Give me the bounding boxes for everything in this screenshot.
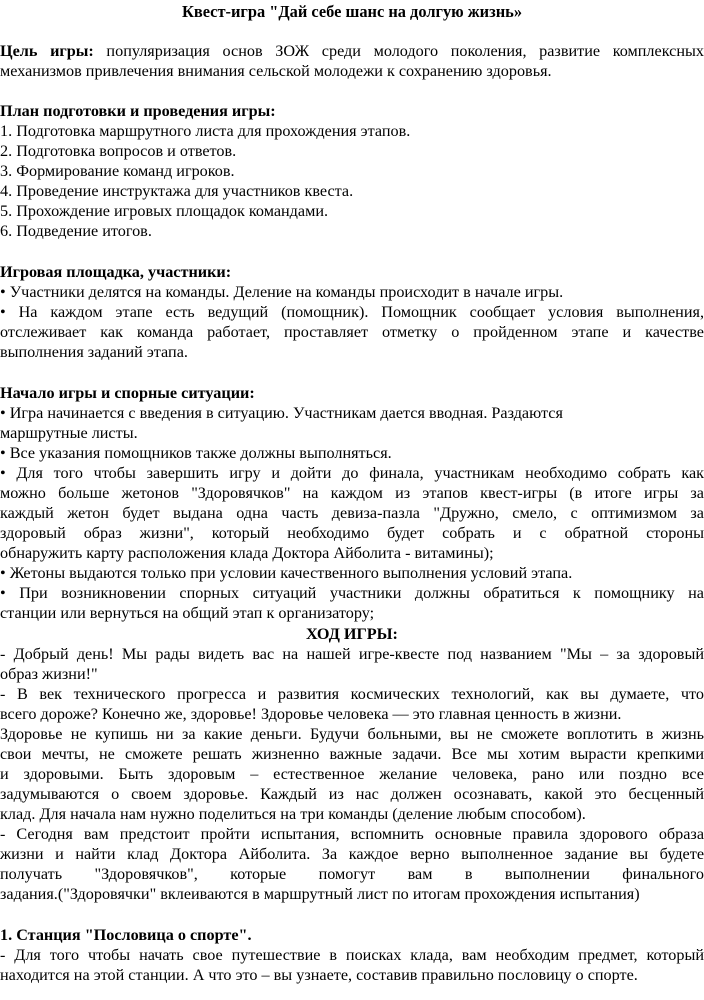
goal-label: Цель игры: xyxy=(0,42,94,60)
start-line: станции или вернуться на общий этап к организатору; xyxy=(0,604,375,622)
progress-line: и здоровыми. Быть здоровым – естественное желание человека, рано или поздно все xyxy=(0,765,704,783)
venue-line: • На каждом этапе есть ведущий (помощник). Помощник сообщает условия выполнения, xyxy=(0,303,704,321)
progress-line: - Добрый день! Мы рады видеть вас на нашей игре-квесте под названием "Мы – за здоровый xyxy=(0,645,704,663)
plan-item: 2. Подготовка вопросов и ответов. xyxy=(0,142,237,160)
progress-line: клад. Для начала нам нужно поделиться на три команды (деление любым способом). xyxy=(0,805,586,823)
venue-heading: Игровая площадка, участники: xyxy=(0,263,232,281)
venue-line: • Участники делятся на команды. Деление на команды происходит в начале игры. xyxy=(0,283,564,301)
progress-line: - Сегодня вам предстоит пройти испытания, вспомнить основные правила здорового образа xyxy=(0,825,704,843)
venue-line: выполнения заданий этапа. xyxy=(0,343,188,361)
station1-line: - Для того чтобы начать свое путешествие в поисках клада, вам необходим предмет, который xyxy=(0,946,704,964)
progress-line: задумываются о своем здоровье. Каждый из нас должен осознавать, какой это бесценный xyxy=(0,785,704,803)
plan-item: 6. Подведение итогов. xyxy=(0,222,152,240)
start-line: • Для того чтобы завершить игру и дойти до финала, участникам необходимо собрать как xyxy=(0,464,704,482)
progress-line: всего дороже? Конечно же, здоровье! Здоровье человека — это главная ценность в жизни. xyxy=(0,705,622,723)
start-line: • При возникновении спорных ситуаций участники должны обратиться к помощнику на xyxy=(0,584,704,602)
start-line: обнаружить карту расположения клада Доктора Айболита - витамины); xyxy=(0,544,494,562)
goal-line-2: механизмов привлечения внимания сельской молодежи к сохранению здоровья. xyxy=(0,62,552,80)
start-line: • Жетоны выдаются только при условии качественного выполнения условий этапа. xyxy=(0,564,573,582)
plan-item: 1. Подготовка маршрутного листа для прохождения этапов. xyxy=(0,122,411,140)
progress-line: свои мечты, не сможете решать жизненно важные задачи. Все мы хотим вырасти крепкими xyxy=(0,745,704,763)
start-line: • Все указания помощников также должны выполняться. xyxy=(0,444,392,462)
plan-item: 5. Прохождение игровых площадок командами. xyxy=(0,202,329,220)
start-line: • Игра начинается с введения в ситуацию. Участникам дается вводная. Раздаются xyxy=(0,404,563,422)
start-line: каждый жетон будет выдана одна часть девиза-пазла "Дружно, смело, с оптимизмом за xyxy=(0,504,704,522)
plan-item: 4. Проведение инструктажа для участников квеста. xyxy=(0,182,354,200)
start-line: можно больше жетонов "Здоровячков" на каждом из этапов квест-игры (в итоге игры за xyxy=(0,484,704,502)
plan-item: 3. Формирование команд игроков. xyxy=(0,162,235,180)
start-line: здоровый образ жизни", который необходимо будет собрать и с обратной стороны xyxy=(0,524,704,542)
station1-line: находится на этой станции. А что это – вы узнаете, составив правильно пословицу о спорте. xyxy=(0,966,638,984)
progress-line: получать "Здоровячков", которые помогут вам в выполнении финального xyxy=(0,865,704,883)
station1-heading: 1. Станция "Пословица о спорте". xyxy=(0,926,252,944)
plan-heading: План подготовки и проведения игры: xyxy=(0,102,276,120)
document-title: Квест-игра "Дай себе шанс на долгую жизнь» xyxy=(181,2,523,21)
progress-line: задания.("Здоровячки" вклеиваются в маршрутный лист по итогам прохождения испытания) xyxy=(0,885,640,903)
progress-line: образ жизни!" xyxy=(0,665,98,683)
progress-line: Здоровье не купишь ни за какие деньги. Будучи больными, вы не сможете воплотить в жизнь xyxy=(0,725,704,743)
progress-line: - В век технического прогресса и развития космических технологий, как вы думаете, что xyxy=(0,685,704,703)
start-heading: Начало игры и спорные ситуации: xyxy=(0,384,255,402)
progress-heading: ХОД ИГРЫ: xyxy=(306,625,398,643)
progress-line: жизни и найти клад Доктора Айболита. За каждое верно выполненное задание вы будете xyxy=(0,845,704,863)
goal-line-1 xyxy=(0,41,704,61)
start-line: маршрутные листы. xyxy=(0,424,138,442)
venue-line: отслеживает как команда работает, проставляет отметку о пройденном этапе и качестве xyxy=(0,323,704,341)
goal-text-1: популяризация основ ЗОЖ среди молодого поколения, развитие комплексных xyxy=(93,42,704,60)
